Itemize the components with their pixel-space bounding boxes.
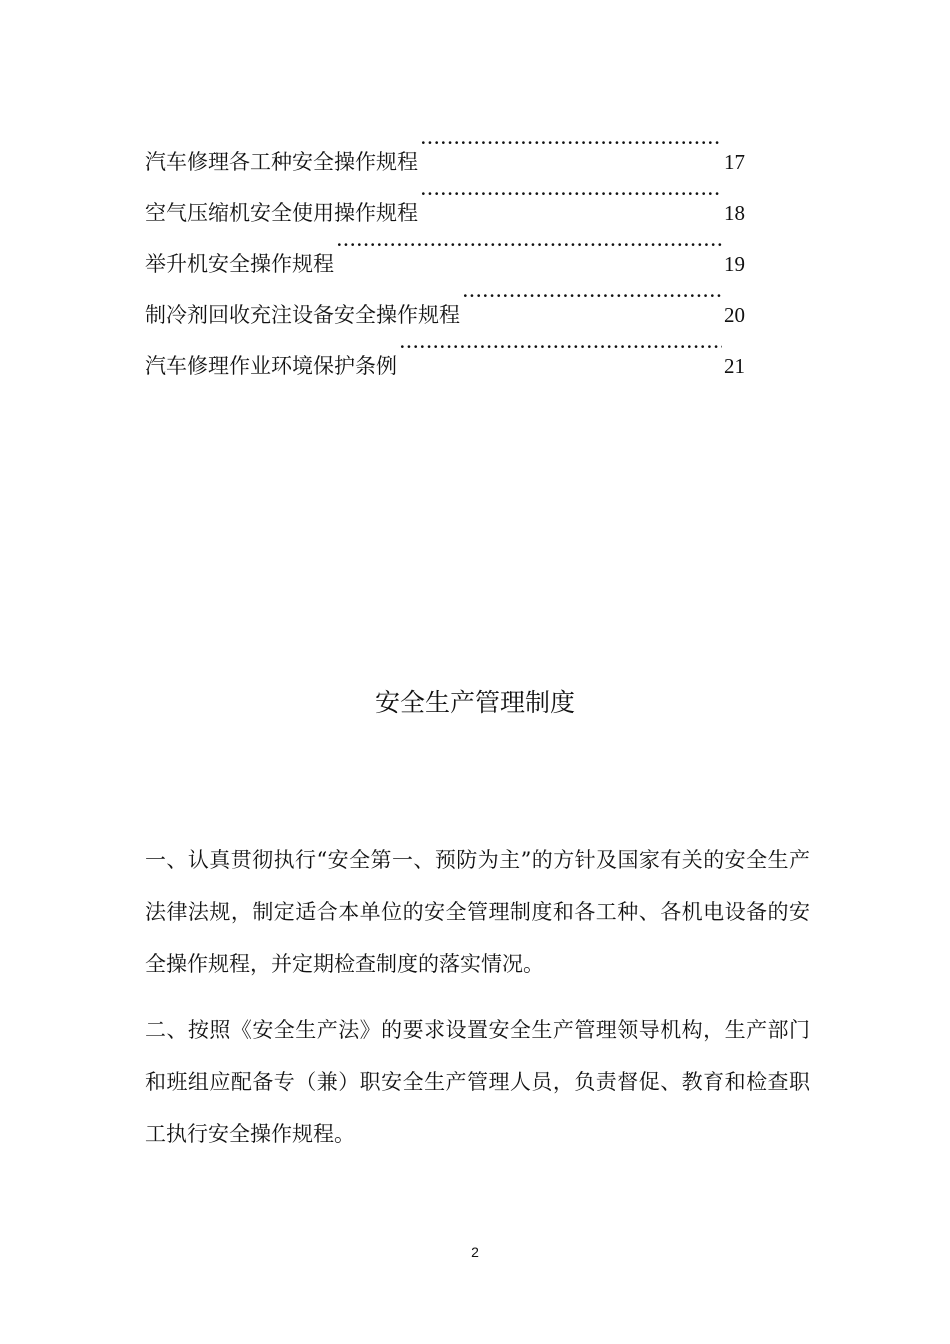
section-heading: 安全生产管理制度 [374,688,575,717]
toc-entry-page: 19 [724,252,745,276]
body-paragraph: 二、按照《安全生产法》的要求设置安全生产管理领导机构，生产部门和班组应配备专（兼）职安全生产管理人员，负责督促、教育和检查职工执行安全操作规程。 [145,1018,810,1146]
toc-dot-leader [420,118,722,169]
toc-entry-title: 举升机安全操作规程 [145,252,334,276]
table-of-contents [145,118,745,378]
toc-dot-leader [399,322,722,373]
toc-dot-leader [336,220,722,271]
toc-entry-title: 汽车修理各工种安全操作规程 [145,150,418,174]
page-number: 2 [471,1244,479,1260]
toc-entry-page: 17 [724,150,745,174]
toc-entry-page: 20 [724,303,745,327]
toc-entry-title: 汽车修理作业环境保护条例 [145,354,397,378]
body-paragraph: 一、认真贯彻执行“安全第一、预防为主”的方针及国家有关的安全生产法律法规，制定适合本单位的安全管理制度和各工种、各机电设备的安全操作规程，并定期检查制度的落实情况。 [145,848,810,976]
toc-entry-title: 空气压缩机安全使用操作规程 [145,201,418,225]
toc-dot-leader [420,169,722,220]
toc-dot-leader [462,271,722,322]
toc-entry-page: 21 [724,354,745,378]
toc-entry-page: 18 [724,201,745,225]
toc-entry-title: 制冷剂回收充注设备安全操作规程 [145,303,460,327]
toc-entry[interactable] [145,118,745,174]
